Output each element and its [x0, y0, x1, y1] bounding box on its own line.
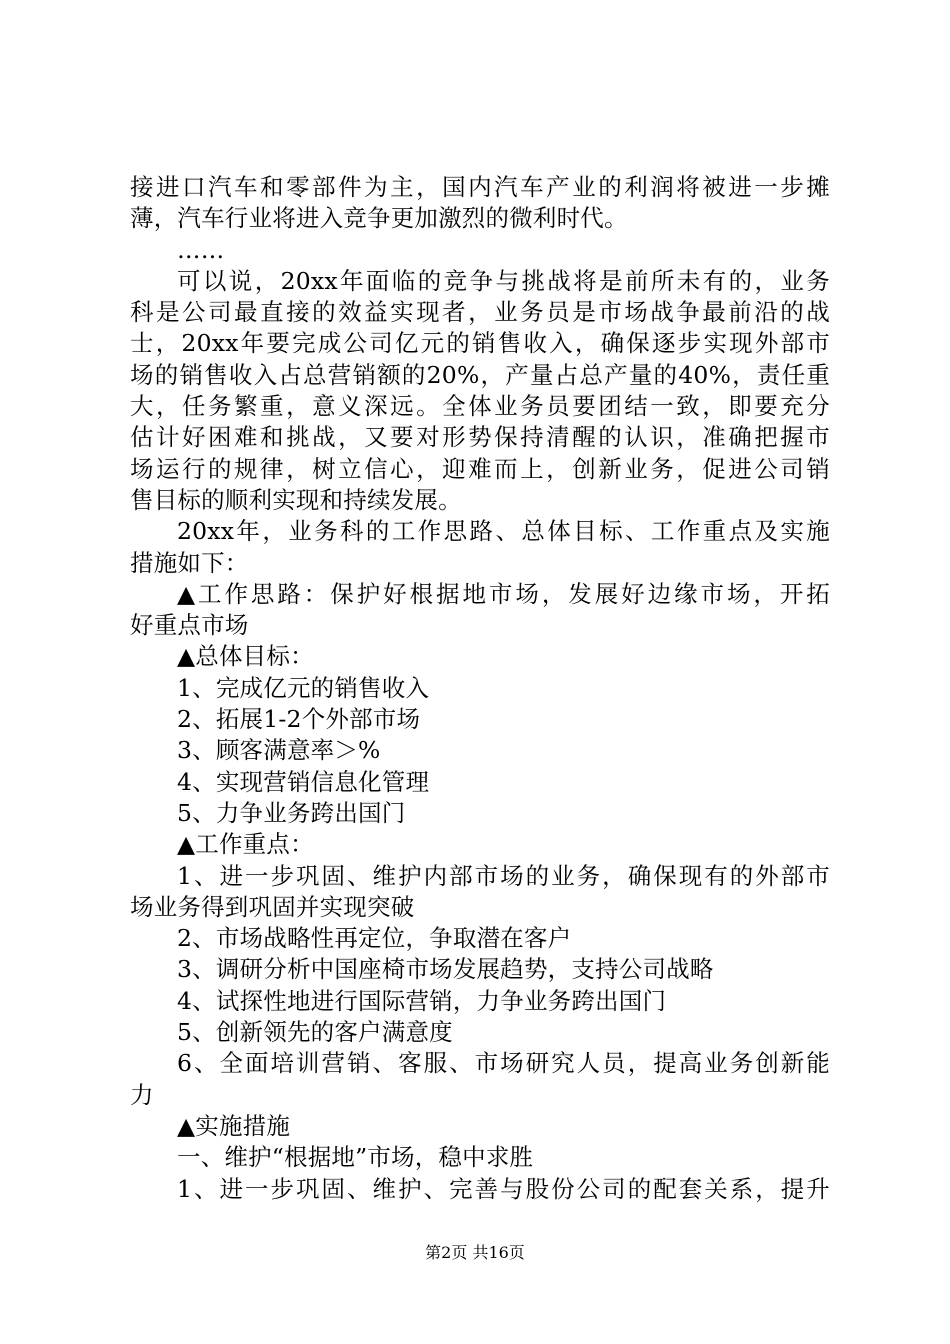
- text-line: 薄，汽车行业将进入竞争更加激烈的微利时代。: [130, 204, 628, 233]
- text-line: 可以说，20xx年面临的竞争与挑战将是前所未有的，业务: [177, 266, 830, 295]
- text-line: 好重点市场: [130, 611, 249, 640]
- text-line: 4、试探性地进行国际营销，力争业务跨出国门: [177, 986, 667, 1015]
- text-line: 1、进一步巩固、维护内部市场的业务，确保现有的外部市: [177, 861, 830, 890]
- text-line: 1、完成亿元的销售收入: [177, 673, 430, 702]
- text-line: 士，20xx年要完成公司亿元的销售收入，确保逐步实现外部市: [130, 329, 830, 358]
- text-line: ▲总体目标：: [177, 642, 314, 671]
- text-line: 估计好困难和挑战，又要对形势保持清醒的认识，准确把握市: [130, 423, 830, 452]
- text-line: 3、调研分析中国座椅市场发展趋势，支持公司战略: [177, 955, 714, 984]
- text-line: 售目标的顺利实现和持续发展。: [130, 485, 462, 514]
- text-line: 措施如下：: [130, 548, 249, 577]
- text-line: 接进口汽车和零部件为主，国内汽车产业的利润将被进一步摊: [130, 173, 830, 201]
- text-line: 20xx年，业务科的工作思路、总体目标、工作重点及实施: [177, 517, 830, 546]
- text-line: 大，任务繁重，意义深远。全体业务员要团结一致，即要充分: [130, 392, 830, 421]
- text-line: ▲工作思路：保护好根据地市场，发展好边缘市场，开拓: [177, 579, 830, 608]
- text-line: ……: [177, 235, 225, 264]
- document-body: [130, 172, 830, 1205]
- text-line: 场的销售收入占总营销额的20%，产量占总产量的40%，责任重: [130, 360, 830, 389]
- text-line: 力: [130, 1080, 154, 1109]
- text-line: ▲实施措施: [177, 1111, 291, 1140]
- text-line: ▲工作重点：: [177, 830, 314, 859]
- text-line: 5、创新领先的客户满意度: [177, 1018, 453, 1047]
- text-line: 2、市场战略性再定位，争取潜在客户: [177, 924, 572, 953]
- text-line: 场业务得到巩固并实现突破: [130, 892, 415, 921]
- text-line: 3、顾客满意率＞%: [177, 736, 381, 765]
- text-line: 6、全面培训营销、客服、市场研究人员，提高业务创新能: [177, 1049, 830, 1078]
- text-line: 场运行的规律，树立信心，迎难而上，创新业务，促进公司销: [130, 454, 830, 483]
- text-line: 5、力争业务跨出国门: [177, 798, 406, 827]
- text-line: 1、进一步巩固、维护、完善与股份公司的配套关系，提升: [177, 1174, 830, 1203]
- text-line: 4、实现营销信息化管理: [177, 767, 430, 796]
- text-line: 2、拓展1-2个外部市场: [177, 705, 421, 734]
- text-line: 科是公司最直接的效益实现者，业务员是市场战争最前沿的战: [130, 298, 830, 327]
- text-line: 一、维护“根据地”市场，稳中求胜: [177, 1143, 534, 1172]
- page-footer: 第2页 共16页: [425, 1243, 525, 1262]
